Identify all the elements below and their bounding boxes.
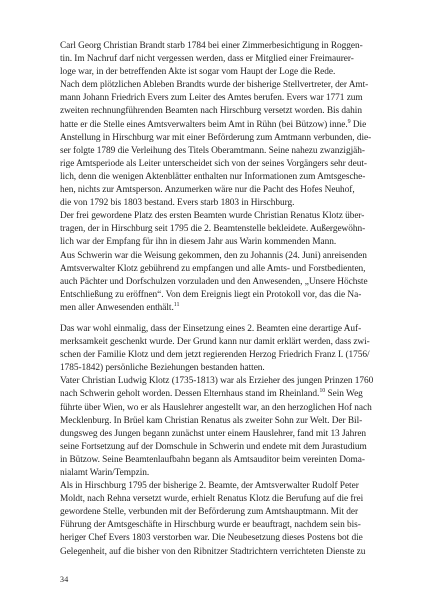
- text-line: rige Amtsperiode als Leiter unterscheidet sich von der seines Vorgängers sehr deut-: [60, 158, 367, 169]
- text-segment: Die: [352, 119, 367, 130]
- text-line: seine Fortsetzung auf der Domschule in Schwerin und endete mit dem Jurastudium: [60, 441, 367, 452]
- text-line: heriger Chef Evers 1803 verstorben war. Die Neubesetzung dieses Postens bot die: [60, 533, 363, 544]
- text-segment: Sein Weg: [327, 389, 363, 400]
- text-segment: hatte er die Stelle eines Amtsverwalters beim Amt in Rühn (bei Bützow) inne.: [60, 119, 348, 130]
- text-line: lich, denn die wenigen Aktenblätter enthalten nur Informationen zum Amtsgesche-: [60, 171, 366, 182]
- text-line: lich war der Empfang für ihn in diesem Jahr aus Warin kommenden Mann.: [60, 237, 337, 248]
- text-line: Der frei gewordene Platz des ersten Beamten wurde Christian Renatus Klotz über-: [60, 211, 365, 222]
- text-line: [60, 119, 386, 132]
- text-line: zweiten rechnungführenden Beamten nach Hirschburg versetzt worden. Bis dahin: [60, 106, 362, 117]
- paragraph-gap: [60, 315, 386, 323]
- text-line: die von 1792 bis 1803 bestand. Evers starb 1803 in Hirschburg.: [60, 198, 295, 209]
- text-line: nialamt Warin/Tempzin.: [60, 468, 150, 478]
- footnote-marker: 11: [173, 301, 180, 308]
- page-number: 34: [60, 575, 69, 584]
- text-line: tragen, der in Hirschburg seit 1795 die 2. Beamtenstelle bekleidete. Außergewöhn-: [60, 224, 366, 235]
- text-line: Vater Christian Ludwig Klotz (1735-1813) war als Erzieher des jungen Prinzen 1760: [60, 376, 374, 387]
- text-line: [60, 388, 386, 401]
- text-line: Nach dem plötzlichen Ableben Brandts wurde der bisherige Stellvertreter, der Amt-: [60, 80, 369, 91]
- text-line: Als in Hirschburg 1795 der bisherige 2. Beamte, der Amtsverwalter Rudolf Peter: [60, 481, 359, 492]
- body-text: [60, 40, 386, 559]
- text-line: hen, nichts zur Amtsperson. Anzumerken wäre nur die Pacht des Hofes Neuhof,: [60, 185, 355, 196]
- text-line: Entschließung zu eröffnen“. Von dem Ereignis liegt ein Protokoll vor, das die Na-: [60, 289, 362, 300]
- text-line: mann Johann Friedrich Evers zum Leiter des Amtes berufen. Evers war 1771 zum: [60, 93, 363, 104]
- text-line: 1785-1842) persönliche Beziehungen bestanden hatten.: [60, 363, 265, 374]
- text-line: merksamkeit geschenkt wurde. Der Grund kann nur damit erklärt werden, dass zwi-: [60, 337, 370, 348]
- footnote-marker: 9: [347, 118, 351, 125]
- text-line: Amtsverwalter Klotz gebührend zu empfangen und alle Amts- und Forstbedienten,: [60, 263, 366, 274]
- text-line: loge war, in der betreffenden Akte ist sogar vom Haupt der Loge die Rede.: [60, 67, 336, 78]
- text-line: Das war wohl einmalig, dass der Einsetzung eines 2. Beamten eine derartige Auf-: [60, 323, 362, 334]
- text-line: gewordene Stelle, verbunden mit der Beförderung zum Amtshauptmann. Mit der: [60, 507, 359, 518]
- text-line: [60, 302, 386, 315]
- text-segment: men aller Anwesenden enthält.: [60, 302, 174, 313]
- text-line: schen der Familie Klotz und dem jetzt regierenden Herzog Friedrich Franz I. (1756/: [60, 350, 370, 361]
- text-line: Führung der Amtsgeschäfte in Hirschburg wurde er beauftragt, nachdem sein bis-: [60, 520, 361, 531]
- text-line: Moldt, nach Rehna versetzt wurde, erhielt Renatus Klotz die Berufung auf die frei: [60, 494, 364, 505]
- text-line: Anstellung in Hirschburg war mit einer Beförderung zum Amtmann verbunden, die-: [60, 132, 372, 143]
- text-line: in Bützow. Seine Beamtenlaufbahn begann als Amtsauditor beim vereinten Doma-: [60, 454, 365, 465]
- text-line: Mecklenburg. In Brüel kam Christian Renatus als zweiter Sohn zur Welt. Der Bil-: [60, 415, 363, 426]
- text-line: ser folgte 1789 die Verleihung des Titels Oberamtmann. Seine nahezu zwanzigjäh-: [60, 145, 365, 156]
- text-line: tin. Im Nachruf darf nicht vergessen werden, dass er Mitglied einer Freimaurer-: [60, 54, 354, 65]
- text-line: dungsweg des Jungen begann zunächst unter einem Hauslehrer, fand mit 13 Jahren: [60, 428, 367, 439]
- text-line: Carl Georg Christian Brandt starb 1784 bei einer Zimmerbesichtigung in Roggen-: [60, 41, 363, 51]
- text-line: Aus Schwerin war die Weisung gekommen, den zu Johannis (24. Juni) anreisenden: [60, 250, 367, 261]
- footnote-marker: 10: [319, 388, 326, 395]
- text-line: führte über Wien, wo er als Hauslehrer angestellt war, an den herzoglichen Hof nach: [60, 402, 372, 413]
- text-line: auch Pächter und Dorfschulzen vorzuladen und den Anwesenden, „Unsere Höchste: [60, 276, 368, 287]
- text-segment: nach Schwerin geholt worden. Dessen Elternhaus stand im Rheinland.: [60, 389, 320, 400]
- text-line: Gelegenheit, auf die bisher von den Ribnitzer Stadtrichtern verrichteten Dienste zu: [60, 546, 366, 557]
